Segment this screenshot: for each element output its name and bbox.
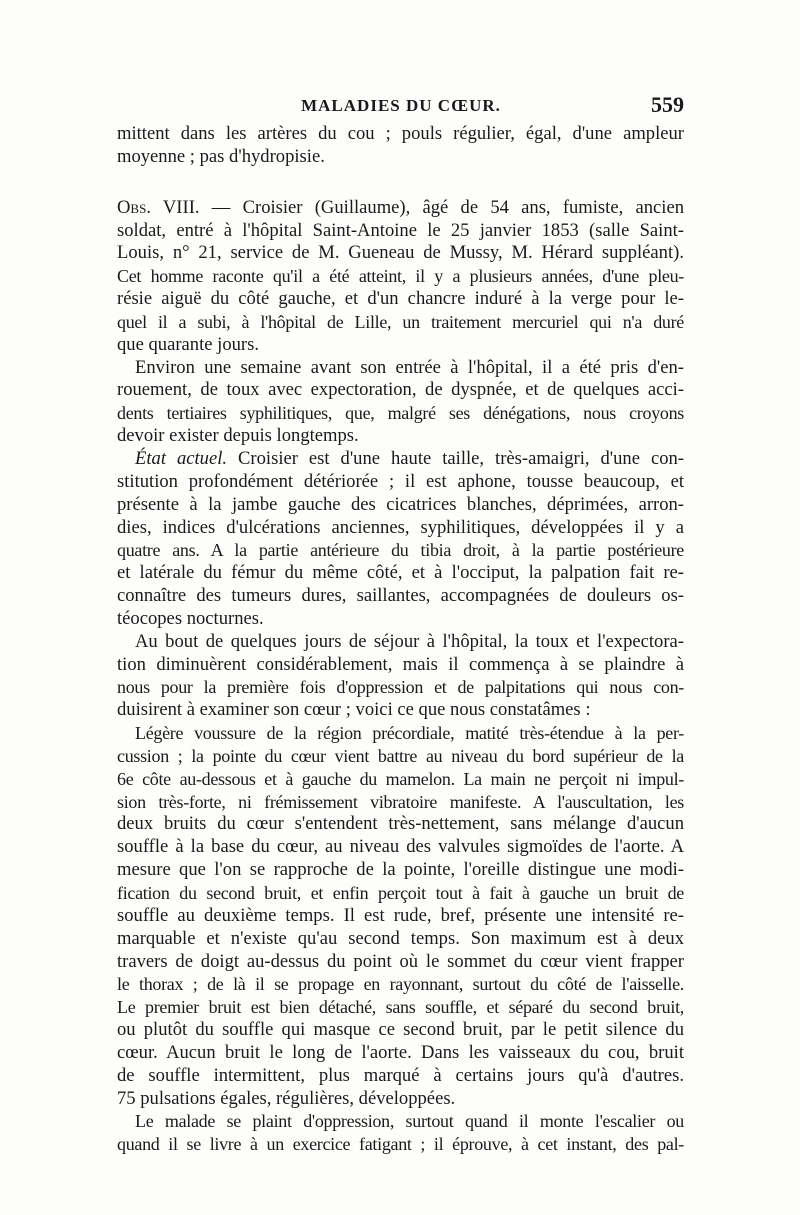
text-line: rouement, de toux avec expectoration, de dyspnée, et de quelques acci- xyxy=(117,379,684,401)
text-line: souffle au deuxième temps. Il est rude, bref, présente une intensité re- xyxy=(117,904,684,926)
text-line: connaître des tumeurs dures, saillantes, accompagnées de douleurs os- xyxy=(117,585,684,607)
text-line: mittent dans les artères du cou ; pouls régulier, égal, d'une ampleur xyxy=(117,123,684,144)
text-line: ou plutôt du souffle qui masque ce second bruit, par le petit silence du xyxy=(117,1019,684,1041)
text-line: Légère voussure de la région précordiale, matité très-étendue à la per- xyxy=(135,723,684,744)
running-title: MALADIES DU CŒUR. xyxy=(301,96,501,115)
text-line: que quarante jours. xyxy=(117,333,259,355)
text-line: dies, indices d'ulcérations anciennes, syphilitiques, développées il y a xyxy=(117,516,684,538)
body-text xyxy=(117,123,684,1156)
text-line: fication du second bruit, et enfin perçoit tout à fait à gauche un bruit de xyxy=(117,883,684,903)
section-label: État actuel. xyxy=(135,447,228,469)
text-line: deux bruits du cœur s'entendent très-nettement, sans mélange d'aucun xyxy=(117,813,684,835)
text-line: souffle à la base du cœur, au niveau des valvules sigmoïdes de l'aorte. A xyxy=(117,836,684,858)
text-line: de souffle intermittent, plus marqué à certains jours qu'à d'autres. xyxy=(117,1064,684,1086)
text-line: marquable et n'existe qu'au second temps. Son maximum est à deux xyxy=(117,927,684,949)
text-line: téocopes nocturnes. xyxy=(117,607,264,629)
text-line: cœur. Aucun bruit le long de l'aorte. Dans les vaisseaux du cou, bruit xyxy=(117,1041,684,1063)
text-line: Au bout de quelques jours de séjour à l'hôpital, la toux et l'expectora- xyxy=(135,630,684,652)
text-line: le thorax ; de là il se propage en rayonnant, surtout du côté de l'aisselle. xyxy=(117,974,684,995)
text-line: tion diminuèrent considérablement, mais il commença à se plaindre à xyxy=(117,653,684,675)
text-line: Environ une semaine avant son entrée à l'hôpital, il a été pris d'en- xyxy=(135,356,684,378)
text-line: mesure que l'on se rapproche de la pointe, l'oreille distingue une modi- xyxy=(117,859,684,881)
text-line: 75 pulsations égales, régulières, développées. xyxy=(117,1087,456,1109)
text-line: Louis, n° 21, service de M. Gueneau de Mussy, M. Hérard suppléant). xyxy=(117,242,684,264)
text-line xyxy=(117,197,684,220)
text-line: Cet homme raconte qu'il a été atteint, il y a plusieurs années, d'une pleu- xyxy=(117,266,684,287)
text-line: cussion ; la pointe du cœur vient battre au niveau du bord supérieur de la xyxy=(117,745,684,766)
text-line: 6e côte au-dessous et à gauche du mamelon. La main ne perçoit ni impul- xyxy=(117,768,684,789)
running-head xyxy=(118,92,684,122)
text-run: Croisier est d'une haute taille, très-amaigri, d'une con- xyxy=(227,447,684,469)
text-line: dents tertiaires syphilitiques, que, malgré ses dénégations, nous croyons xyxy=(117,403,684,424)
page-number: 559 xyxy=(651,92,684,117)
observation-label: Obs. VIII. xyxy=(117,196,200,218)
text-line: quel il a subi, à l'hôpital de Lille, un traitement mercuriel qui n'a duré xyxy=(117,311,684,332)
text-line: Le malade se plaint d'oppression, surtout quand il monte l'escalier ou xyxy=(135,1111,684,1132)
text-line: duisirent à examiner son cœur ; voici ce que nous constatâmes : xyxy=(117,699,591,721)
text-line: nous pour la première fois d'oppression et de palpitations qui nous con- xyxy=(117,677,684,698)
text-line: devoir exister depuis longtemps. xyxy=(117,425,359,447)
text-line: Le premier bruit est bien détaché, sans souffle, et séparé du second bruit, xyxy=(117,997,684,1018)
text-line: sion très-forte, ni frémissement vibratoire manifeste. A l'auscultation, les xyxy=(117,791,684,812)
text-line: et latérale du fémur du même côté, et à l'occiput, la palpation fait re- xyxy=(117,562,684,584)
text-line: soldat, entré à l'hôpital Saint-Antoine le 25 janvier 1853 (salle Saint- xyxy=(117,219,684,241)
text-line xyxy=(117,448,684,471)
text-line: travers de doigt au-dessus du point où le sommet du cœur vient frapper xyxy=(117,950,684,972)
text-line: stitution profondément détériorée ; il est aphone, tousse beaucoup, et xyxy=(117,470,684,492)
text-line: résie aiguë du côté gauche, et d'un chancre induré à la verge pour le- xyxy=(117,288,684,310)
text-run: — Croisier (Guillaume), âgé de 54 ans, fumiste, ancien xyxy=(199,196,684,218)
text-line: présente à la jambe gauche des cicatrices blanches, déprimées, arron- xyxy=(117,493,684,515)
text-line: quatre ans. A la partie antérieure du tibia droit, à la partie postérieure xyxy=(117,540,684,561)
text-line: quand il se livre à un exercice fatigant ; il éprouve, à cet instant, des pal- xyxy=(117,1134,684,1155)
text-line: moyenne ; pas d'hydropisie. xyxy=(117,145,325,167)
